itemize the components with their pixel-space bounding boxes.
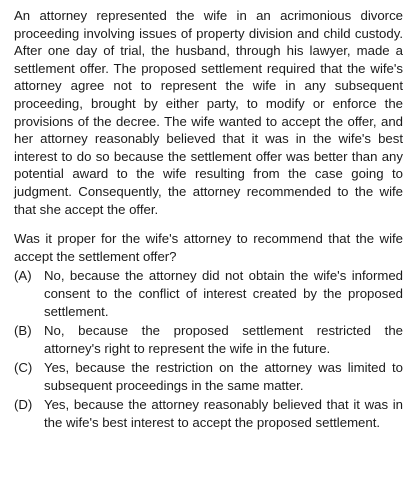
option-text: No, because the proposed settlement restricted the attorney's right to represent the wife in the future. [44, 323, 403, 356]
answer-option-d [14, 396, 403, 431]
option-letter: (B) [14, 323, 32, 339]
option-text: Yes, because the restriction on the attorney was limited to subsequent proceedings in the same matter. [44, 360, 403, 393]
option-text: Yes, because the attorney reasonably believed that it was in the wife's best interest to accept the proposed settlement. [44, 397, 403, 431]
question-stem: Was it proper for the wife's attorney to recommend that the wife accept the settlement offer? [14, 231, 403, 264]
option-letter: (D) [14, 397, 33, 413]
option-text: No, because the attorney did not obtain the wife's informed consent to the conflict of interest created by the proposed settlement. [44, 268, 403, 319]
answer-option-a [14, 267, 403, 320]
answer-option-c [14, 359, 403, 394]
option-letter: (A) [14, 268, 32, 284]
fact-pattern-paragraph: An attorney represented the wife in an acrimonious divorce proceeding involving issues of property division and child custody. After one day of trial, the husband, through his lawyer, made a settlement offer. The proposed settlement required that the wife's attorney agree not to represent the wife in any subsequent proceeding, brought by either party, to modify or enforce the provisions of the decree. The wife wanted to accept the offer, and her attorney reasonably believed that it was in the wife's best interest to do so because the settlement offer was better than any potential award to the wife resulting from the case going to judgment. Consequently, the attorney recommended to the wife that she accept the offer. [14, 8, 403, 217]
answer-options [14, 267, 403, 431]
option-letter: (C) [14, 360, 33, 376]
answer-option-b [14, 322, 403, 357]
